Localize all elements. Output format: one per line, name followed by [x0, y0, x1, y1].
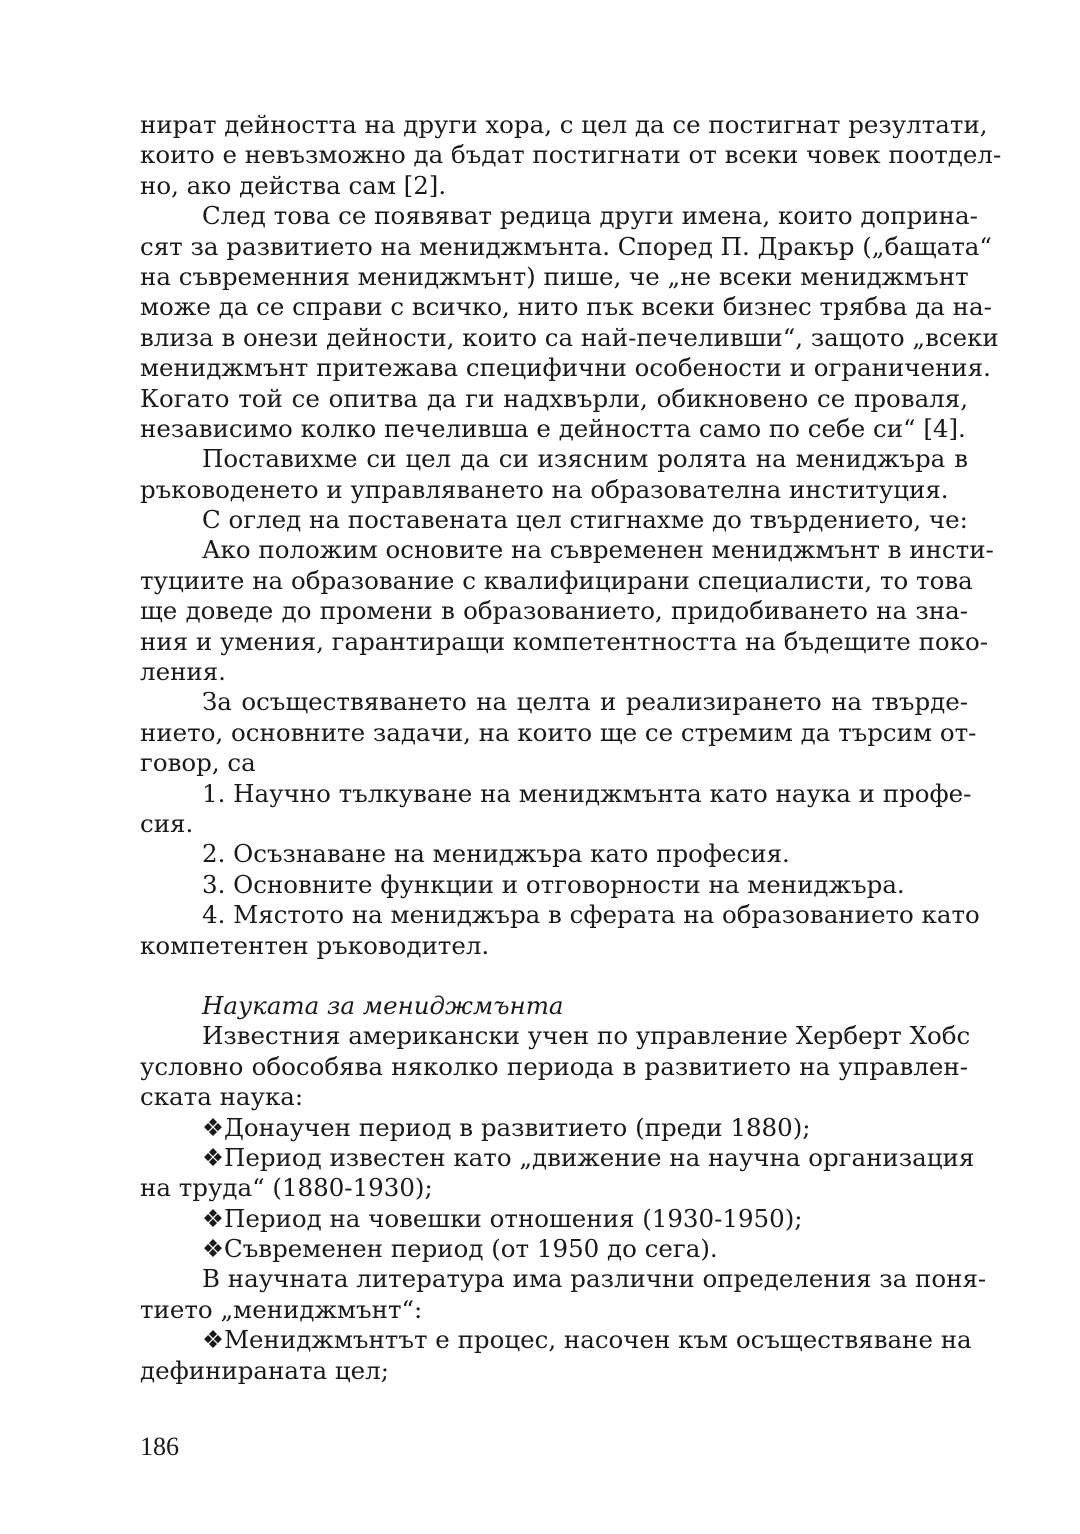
text-line: ще доведе до промени в образованието, придобиването на зна-	[140, 596, 968, 626]
text-line: на съвременния мениджмънт) пише, че „не всеки мениджмънт	[140, 261, 969, 291]
text-line: ❖Съвременен период (от 1950 до сега).	[202, 1234, 718, 1264]
section-heading: Науката за мениджмънта	[202, 990, 564, 1020]
text-line: ❖Период известен като „движение на научна организация	[202, 1142, 975, 1172]
page-body	[140, 110, 1002, 1386]
text-line: 3. Основните функции и отговорности на мениджъра.	[202, 869, 905, 899]
text-line: Ако положим основите на съвременен мениджмънт в инсти-	[202, 535, 994, 565]
text-line: ❖Донаучен период в развитието (преди 1880);	[202, 1112, 811, 1142]
text-line: След това се появяват редица други имена, които доприна-	[202, 201, 978, 231]
text-line: 2. Осъзнаване на мениджъра като професия.	[202, 839, 790, 869]
text-line: мениджмънт притежава специфични особености и ограничения.	[140, 353, 991, 383]
text-line: 1. Научно тълкуване на мениджмънта като наука и профе-	[202, 778, 972, 808]
text-line: Известния американски учен по управление Херберт Хобс	[202, 1021, 971, 1051]
text-line: тието „мениджмънт“:	[140, 1294, 423, 1324]
text-line: ления.	[140, 657, 226, 687]
text-line: но, ако действа сам [2].	[140, 170, 447, 200]
text-line: ния и умения, гарантиращи компетентността на бъдещите поко-	[140, 626, 989, 656]
text-line: условно обособява няколко периода в развитието на управлен-	[140, 1051, 968, 1081]
text-line: които е невъзможно да бъдат постигнати от всеки човек поотдел-	[140, 140, 1002, 170]
text-block-management-science	[140, 1021, 987, 1386]
text-line: С оглед на поставената цел стигнахме до твърдението, че:	[202, 505, 968, 535]
text-line: може да се справи с всичко, нито пък всеки бизнес трябва да на-	[140, 292, 992, 322]
text-line: сия.	[140, 808, 194, 838]
text-line: Поставихме си цел да си изясним ролята на мениджъра в	[202, 444, 968, 474]
text-line: 4. Мястото на мениджъра в сферата на образованието като	[202, 900, 980, 930]
text-line: дефинираната цел;	[140, 1355, 389, 1385]
text-line: За осъществяването на целта и реализирането на твърде-	[202, 687, 968, 717]
text-line: на труда“ (1880-1930);	[140, 1173, 433, 1203]
page-number: 186	[140, 1432, 179, 1461]
section-gap	[140, 961, 968, 991]
text-line: ръководенето и управляването на образователна институция.	[140, 474, 949, 504]
text-line: нието, основните задачи, на които ще се стремим да търсим от-	[140, 717, 977, 747]
text-line: В научната литература има различни определения за поня-	[202, 1264, 987, 1294]
text-block-intro	[140, 110, 1002, 961]
text-line: туциите на образование с квалифицирани специалисти, то това	[140, 565, 973, 595]
text-line: нират дейността на други хора, с цел да се постигнат резултати,	[140, 110, 988, 139]
text-line: ❖Мениджмънтът е процес, насочен към осъществяване на	[202, 1325, 972, 1355]
text-line: Когато той се опитва да ги надхвърли, обикновено се проваля,	[140, 383, 968, 413]
text-line: независимо колко печеливша е дейността само по себе си“ [4].	[140, 413, 966, 443]
text-line: сят за развитието на мениджмънта. Според П. Дракър („бащата“	[140, 231, 992, 261]
text-line: ската наука:	[140, 1082, 304, 1112]
text-line: компетентен ръководител.	[140, 930, 490, 960]
text-line: влиза в онези дейности, които са най-печеливши“, защото „всеки	[140, 322, 999, 352]
text-line: ❖Период на човешки отношения (1930-1950);	[202, 1203, 803, 1233]
text-line: говор, са	[140, 748, 256, 778]
